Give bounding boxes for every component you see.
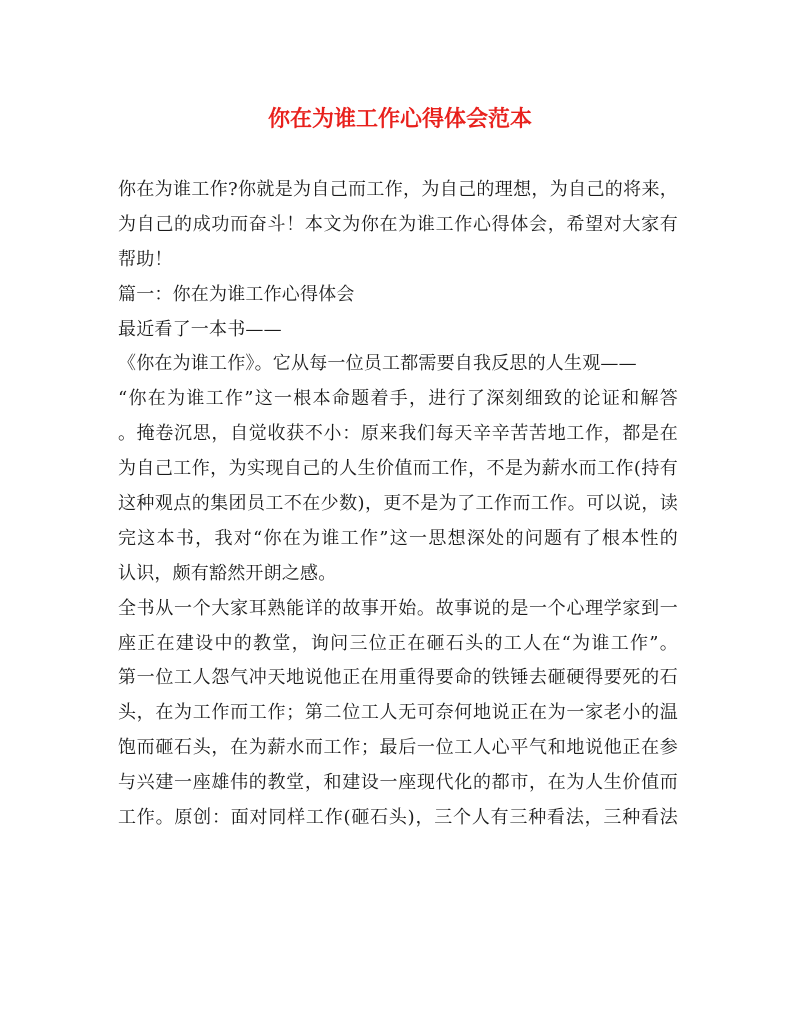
body-text-line: 座正在建设中的教堂，询问三位正在砸石头的工人在“为谁工作”。 xyxy=(118,632,678,654)
body-text-line: 认识，颇有豁然开朗之感。 xyxy=(118,562,337,584)
body-text-line: 全书从一个大家耳熟能详的故事开始。故事说的是一个心理学家到一 xyxy=(118,597,678,619)
body-text-line: 与兴建一座雄伟的教堂，和建设一座现代化的都市，在为人生价值而 xyxy=(118,772,678,794)
body-text-line: 工作。原创：面对同样工作(砸石头)，三个人有三种看法，三种看法 xyxy=(118,807,678,829)
body-text-line: 。掩卷沉思，自觉收获不小：原来我们每天辛辛苦苦地工作，都是在 xyxy=(118,423,678,445)
body-text-line: 《你在为谁工作》。它从每一位员工都需要自我反思的人生观—— xyxy=(118,353,637,375)
body-text-line: 饱而砸石头，在为薪水而工作；最后一位工人心平气和地说他正在参 xyxy=(118,737,678,759)
body-text-line: 第一位工人怨气冲天地说他正在用重得要命的铁锤去砸硬得要死的石 xyxy=(118,667,678,689)
body-text-line: “你在为谁工作”这一根本命题着手，进行了深刻细致的论证和解答 xyxy=(118,388,678,410)
body-text-line: 帮助！ xyxy=(118,248,173,270)
body-text-line: 篇一：你在为谁工作心得体会 xyxy=(118,283,355,305)
body-text-line: 这种观点的集团员工不在少数)，更不是为了工作而工作。可以说，读 xyxy=(118,493,678,515)
document-title: 你在为谁工作心得体会范本 xyxy=(267,106,532,132)
body-text-line: 完这本书，我对“你在为谁工作”这一思想深处的问题有了根本性的 xyxy=(118,527,678,549)
body-text-line: 最近看了一本书—— xyxy=(118,318,282,340)
body-text-line: 为自己工作，为实现自己的人生价值而工作，不是为薪水而工作(持有 xyxy=(118,458,678,480)
document-body xyxy=(118,173,678,836)
body-text-line: 为自己的成功而奋斗！本文为你在为谁工作心得体会，希望对大家有 xyxy=(118,213,678,235)
body-text-line: 你在为谁工作?你就是为自己而工作，为自己的理想，为自己的将来， xyxy=(118,179,678,200)
body-text-line: 头，在为工作而工作；第二位工人无可奈何地说正在为一家老小的温 xyxy=(118,702,678,724)
